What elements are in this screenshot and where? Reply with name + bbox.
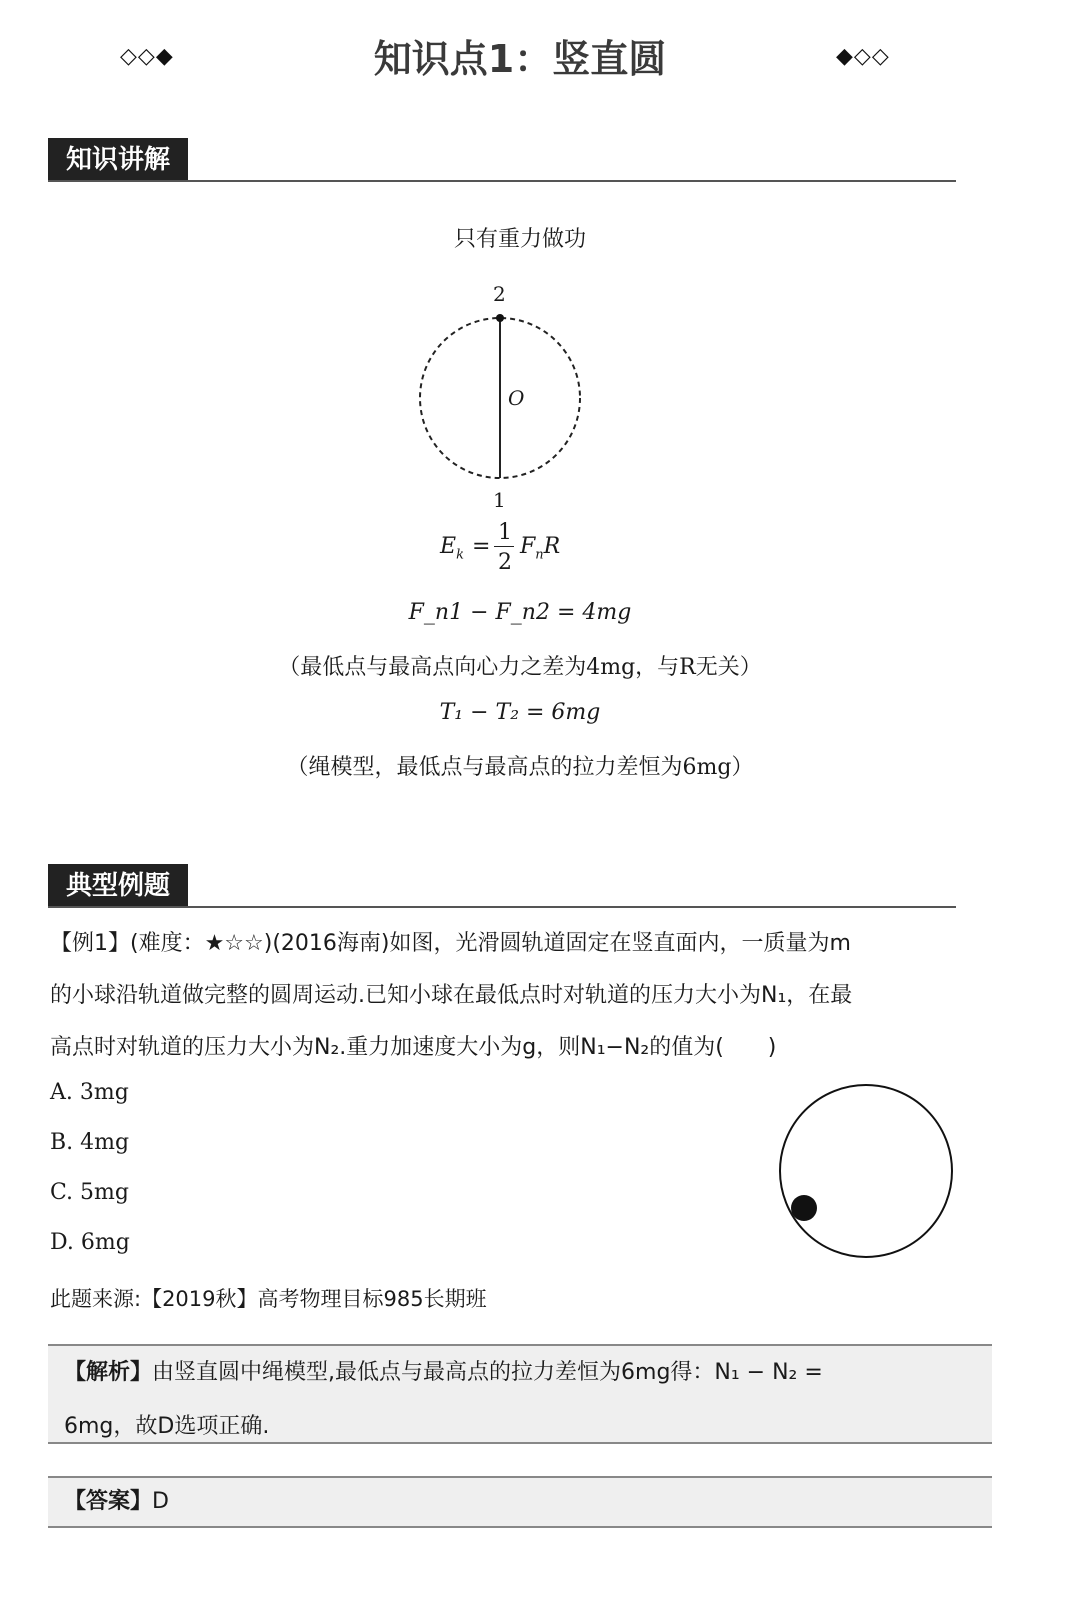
section-divider <box>48 906 956 908</box>
formula-tension-difference: T₁ − T₂ = 6mg <box>439 700 601 725</box>
label-top: 2 <box>493 282 506 306</box>
label-bottom: 1 <box>493 488 506 512</box>
section-label-knowledge: 知识讲解 <box>48 138 188 182</box>
ball <box>791 1195 817 1221</box>
analysis-label: 【解析】 <box>64 1360 153 1385</box>
answer-value: D <box>152 1489 169 1514</box>
decoration-right: ◆◇◇ <box>836 44 890 69</box>
track-diagram <box>776 1082 960 1262</box>
formula-kinetic-energy: $E_k$ = 1 2 $F_nR$ <box>440 520 561 575</box>
option-c: C. 5mg <box>50 1180 129 1205</box>
question-line: 【例1】(难度：★☆☆)(2016海南)如图，光滑圆轨道固定在竖直面内，一质量为m <box>50 931 851 956</box>
answer-box <box>48 1476 992 1528</box>
condition-text: 只有重力做功 <box>453 227 586 252</box>
question-line: 高点时对轨道的压力大小为N₂.重力加速度大小为g，则N₁−N₂的值为( ) <box>50 1035 777 1060</box>
analysis-box <box>48 1344 992 1444</box>
option-a: A. 3mg <box>50 1080 129 1105</box>
track-circle <box>780 1085 952 1257</box>
question-source: 此题来源:【2019秋】高考物理目标985长期班 <box>50 1287 487 1311</box>
question-text <box>50 918 990 1074</box>
decoration-left: ◇◇◆ <box>120 44 174 69</box>
analysis-text: 由竖直圆中绳模型,最低点与最高点的拉力差恒为6mg得：N₁ − N₂ = <box>152 1360 823 1385</box>
option-d: D. 6mg <box>50 1230 130 1255</box>
top-point <box>496 314 504 322</box>
section-label-examples: 典型例题 <box>48 864 188 908</box>
vertical-circle-diagram <box>400 278 600 518</box>
question-line: 的小球沿轨道做完整的圆周运动.已知小球在最低点时对轨道的压力大小为N₁，在最 <box>50 983 853 1008</box>
note-tension: （绳模型，最低点与最高点的拉力差恒为6mg） <box>286 755 754 780</box>
formula-centripetal-difference: F_n1 − F_n2 = 4mg <box>408 600 632 625</box>
label-center: O <box>508 386 525 410</box>
answer-label: 【答案】 <box>64 1489 153 1514</box>
section-divider <box>48 180 956 182</box>
analysis-text: 6mg，故D选项正确. <box>64 1414 270 1439</box>
page-title: 知识点1：竖直圆 <box>373 37 667 81</box>
option-b: B. 4mg <box>50 1130 130 1155</box>
note-centripetal: （最低点与最高点向心力之差为4mg，与R无关） <box>278 655 762 680</box>
